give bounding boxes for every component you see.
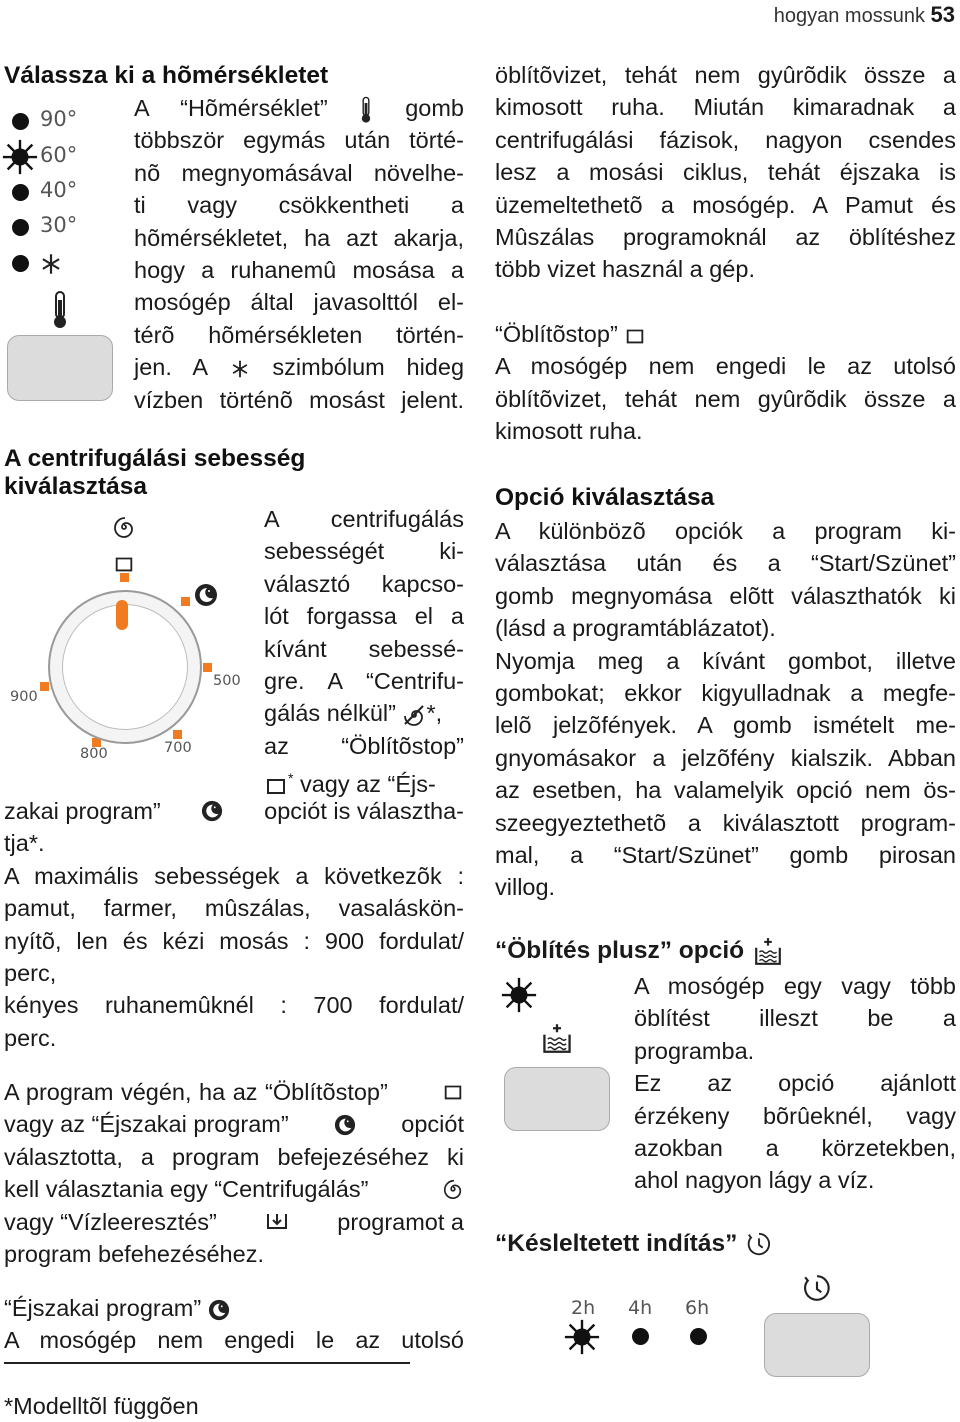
basin-icon <box>113 553 135 575</box>
moon-icon <box>201 800 223 822</box>
temp-label: 30° <box>40 213 78 237</box>
end-text-line: opciót <box>401 1111 464 1138</box>
option-heading: Opció kiválasztása <box>495 484 715 511</box>
temp-text-line: A “Hõmérséklet” <box>134 95 328 121</box>
option-text-line: (lásd a programtáblázatot). <box>495 615 776 642</box>
delay-label: 2h <box>571 1297 596 1319</box>
snowflake-icon <box>38 251 64 277</box>
program-end-text <box>4 1076 464 1270</box>
option-text <box>495 515 956 904</box>
extra-rinse-line: ahol nagyon lágy a víz. <box>634 1167 875 1194</box>
spin-icon <box>442 1178 464 1200</box>
temp-text-line: térõ hõmérsékleten történ- <box>134 321 464 348</box>
no-spin-icon <box>402 703 426 727</box>
max-speed-line: A maximális sebességek a következõk : <box>4 862 464 889</box>
clock-icon <box>802 1273 832 1303</box>
indicator-light <box>12 219 29 236</box>
extra-rinse-button[interactable] <box>504 1067 610 1131</box>
cont-text-line: üzemeltethetõ a mosógép. A Pamut és <box>495 191 956 218</box>
option-text-line: gomb megnyomása elõtt választhatók ki <box>495 582 956 609</box>
rinse-stop-line: A mosógép nem engedi le az utolsó <box>495 353 956 380</box>
cont-text-line: Mûszálas programoknál az öblítéshez <box>495 224 956 251</box>
night-program-section <box>4 1292 464 1357</box>
moon-icon <box>208 1299 230 1321</box>
clock-icon <box>746 1231 772 1257</box>
temp-label: 60° <box>40 143 78 167</box>
night-text-line: A mosógép nem engedi le az utolsó <box>4 1327 464 1354</box>
snowflake-icon <box>229 358 251 380</box>
option-text-line: mal, a “Start/Szünet” gomb pirosan <box>495 842 956 869</box>
spin-text-line: lót forgassa el a <box>264 603 464 630</box>
option-text-line: gnyomásakor a jelzõfény kialszik. Abban <box>495 744 956 771</box>
temperature-heading: Válassza ki a hõmérsékletet <box>4 62 329 89</box>
running-header <box>774 2 955 28</box>
rinse-stop-section <box>495 318 956 448</box>
speed-label: 900 <box>10 689 38 705</box>
end-text-line: A program végén, ha az “Öblítõstop” <box>4 1079 388 1105</box>
temp-text-line: hõmérsékletet, ha azt akarja, <box>134 224 464 251</box>
temp-text-line: többször egymás után törté- <box>134 127 464 154</box>
temp-text-line: gomb <box>405 95 465 121</box>
extra-rinse-text <box>634 970 956 1197</box>
basin-icon <box>442 1081 464 1103</box>
temp-text-line: nõ megnyomásával növelhe- <box>134 159 464 186</box>
spin-text-line: gre. A “Centrifu- <box>264 668 464 695</box>
rinse-stop-title: “Öblítõstop” <box>495 321 618 347</box>
temperature-button[interactable] <box>7 335 113 401</box>
temp-text-line: mosógép által javasolttól el- <box>134 289 464 316</box>
extra-rinse-line: érzékeny bõrûeknél, vagy <box>634 1102 956 1129</box>
moon-icon <box>194 583 218 607</box>
temp-text-line: hogy a ruhanemû mosása a <box>134 257 464 284</box>
right-continuation-text <box>495 59 956 286</box>
temp-text-line: vízben történõ mosást jelent. <box>134 386 464 413</box>
spin-text-line: sebességét ki- <box>264 538 464 565</box>
delay-heading: “Késleltetett indítás” <box>495 1230 738 1257</box>
temp-text-line: szimbólum hideg <box>272 354 465 381</box>
spin-heading: A centrifugálási sebesség kiválasztása <box>4 445 306 500</box>
spin-text-line: választó kapcso- <box>264 570 464 597</box>
indicator-light <box>12 255 29 272</box>
option-text-line: gombokat; ekkor kigyulladnak a megfe- <box>495 680 956 707</box>
footnote-mark: * <box>288 770 294 787</box>
speed-label: 800 <box>80 746 108 762</box>
option-text-line: lelõ jelzõfények. A gomb ismételt me- <box>495 712 956 739</box>
indicator-light <box>690 1328 707 1345</box>
rinse-stop-line: kimosott ruha. <box>495 418 643 445</box>
temp-label: 40° <box>40 178 78 202</box>
sun-indicator-icon <box>500 976 538 1014</box>
option-text-line: Nyomja meg a kívánt gombot, illetve <box>495 647 956 674</box>
spin-text-line: zakai program” <box>4 798 161 824</box>
extra-rinse-line: azokban a körzetekben, <box>634 1135 956 1162</box>
temperature-text <box>134 92 464 416</box>
spin-text-line: kívánt sebessé- <box>264 635 464 662</box>
cont-text-line: öblítõvizet, tehát nem gyûrõdik össze a <box>495 62 956 88</box>
sun-indicator-icon <box>563 1318 601 1356</box>
extra-rinse-line: öblítést illeszt be a <box>634 1005 956 1032</box>
cont-text-line: kimosott ruha. Miután kimaradnak a <box>495 94 956 121</box>
delay-start-button[interactable] <box>764 1313 870 1377</box>
end-text-line: kell választania egy “Centrifugálás” <box>4 1176 369 1203</box>
option-text-line: az esetben, ha valamelyik opció nem ös- <box>495 777 956 804</box>
option-text-line: szeegyeztethetõ a kiválasztott program- <box>495 809 956 836</box>
max-speed-line: kényes ruhanemûknél : 700 fordulat/ <box>4 992 464 1019</box>
indicator-light <box>12 113 29 130</box>
option-text-line: választása után és a “Start/Szünet” <box>495 550 956 577</box>
thermometer-icon <box>50 290 70 330</box>
max-speed-line: perc. <box>4 1024 57 1051</box>
end-text-line: választotta, a program befejezéséhez ki <box>4 1143 464 1170</box>
delay-label: 6h <box>685 1297 710 1319</box>
drain-icon <box>264 1210 290 1234</box>
end-text-line: programot a <box>337 1208 464 1235</box>
extra-rinse-heading: “Öblítés plusz” opció <box>495 937 745 964</box>
extra-rinse-heading-row <box>495 936 783 966</box>
speed-label: 500 <box>213 673 241 689</box>
footnote-divider <box>4 1362 410 1364</box>
moon-icon <box>334 1114 356 1136</box>
thermometer-icon <box>359 96 373 124</box>
extra-rinse-icon <box>753 936 783 966</box>
temp-text-line: ti vagy csökkentheti a <box>134 192 464 219</box>
end-text-line: program befehezéséhez. <box>4 1241 264 1268</box>
spin-icon <box>112 515 136 539</box>
footnote: *Modelltõl függõen <box>4 1393 199 1419</box>
cont-text-line: több vizet használ a gép. <box>495 256 755 283</box>
max-speed-line: pamut, farmer, mûszálas, vasaláskön- <box>4 895 464 922</box>
spin-text-line: opciót is választha- <box>264 798 464 824</box>
extra-rinse-line: Ez az opció ajánlott <box>634 1070 956 1097</box>
rinse-stop-line: öblítõvizet, tehát nem gyûrõdik össze a <box>495 385 956 412</box>
basin-icon <box>624 325 646 347</box>
spin-text-line: az “Öblítõstop” <box>264 732 464 759</box>
extra-rinse-line: programba. <box>634 1037 755 1064</box>
position-marker <box>181 597 190 606</box>
extra-rinse-line: A mosógép egy vagy több <box>634 973 956 999</box>
max-speed-line: perc, <box>4 960 57 987</box>
extra-rinse-icon <box>541 1022 573 1054</box>
spin-text-line: tja*. <box>4 830 45 857</box>
delay-heading-row <box>495 1230 772 1258</box>
position-marker <box>173 730 182 739</box>
position-marker <box>120 573 129 582</box>
end-text-line: vagy “Vízleeresztés” <box>4 1208 217 1235</box>
option-text-line: A különbözõ opciók a program ki- <box>495 518 956 544</box>
spin-text-line: vagy az “Éjs- <box>299 771 436 798</box>
cont-text-line: centrifugálási fázisok, nagyon csendes <box>495 126 956 153</box>
page-number: 53 <box>930 2 955 27</box>
spin-text-line: *, <box>426 700 443 727</box>
max-speed-line: nyítõ, len és kézi mosás : 900 fordulat/ <box>4 927 464 954</box>
indicator-light <box>632 1328 649 1345</box>
knob-pointer <box>116 600 128 630</box>
option-text-line: villog. <box>495 874 556 901</box>
temp-label: 90° <box>40 107 78 131</box>
cont-text-line: lesz a mosási ciklus, tehát éjszaka is <box>495 159 956 186</box>
sun-indicator-icon <box>1 138 39 176</box>
spin-text-narrow <box>264 503 464 800</box>
temp-text-line: jen. A <box>134 354 207 381</box>
night-title: “Éjszakai program” <box>4 1295 202 1321</box>
delay-label: 4h <box>628 1297 653 1319</box>
speed-label: 700 <box>164 740 192 756</box>
end-text-line: vagy az “Éjszakai program” <box>4 1111 289 1138</box>
position-marker <box>40 682 49 691</box>
spin-text-line: gálás nélkül” <box>264 700 396 727</box>
indicator-light <box>12 184 29 201</box>
spin-text-line: A centrifugálás <box>264 506 464 532</box>
spin-text-wide <box>4 795 464 1054</box>
header-section: hogyan mossunk <box>773 5 925 27</box>
position-marker <box>203 663 212 672</box>
